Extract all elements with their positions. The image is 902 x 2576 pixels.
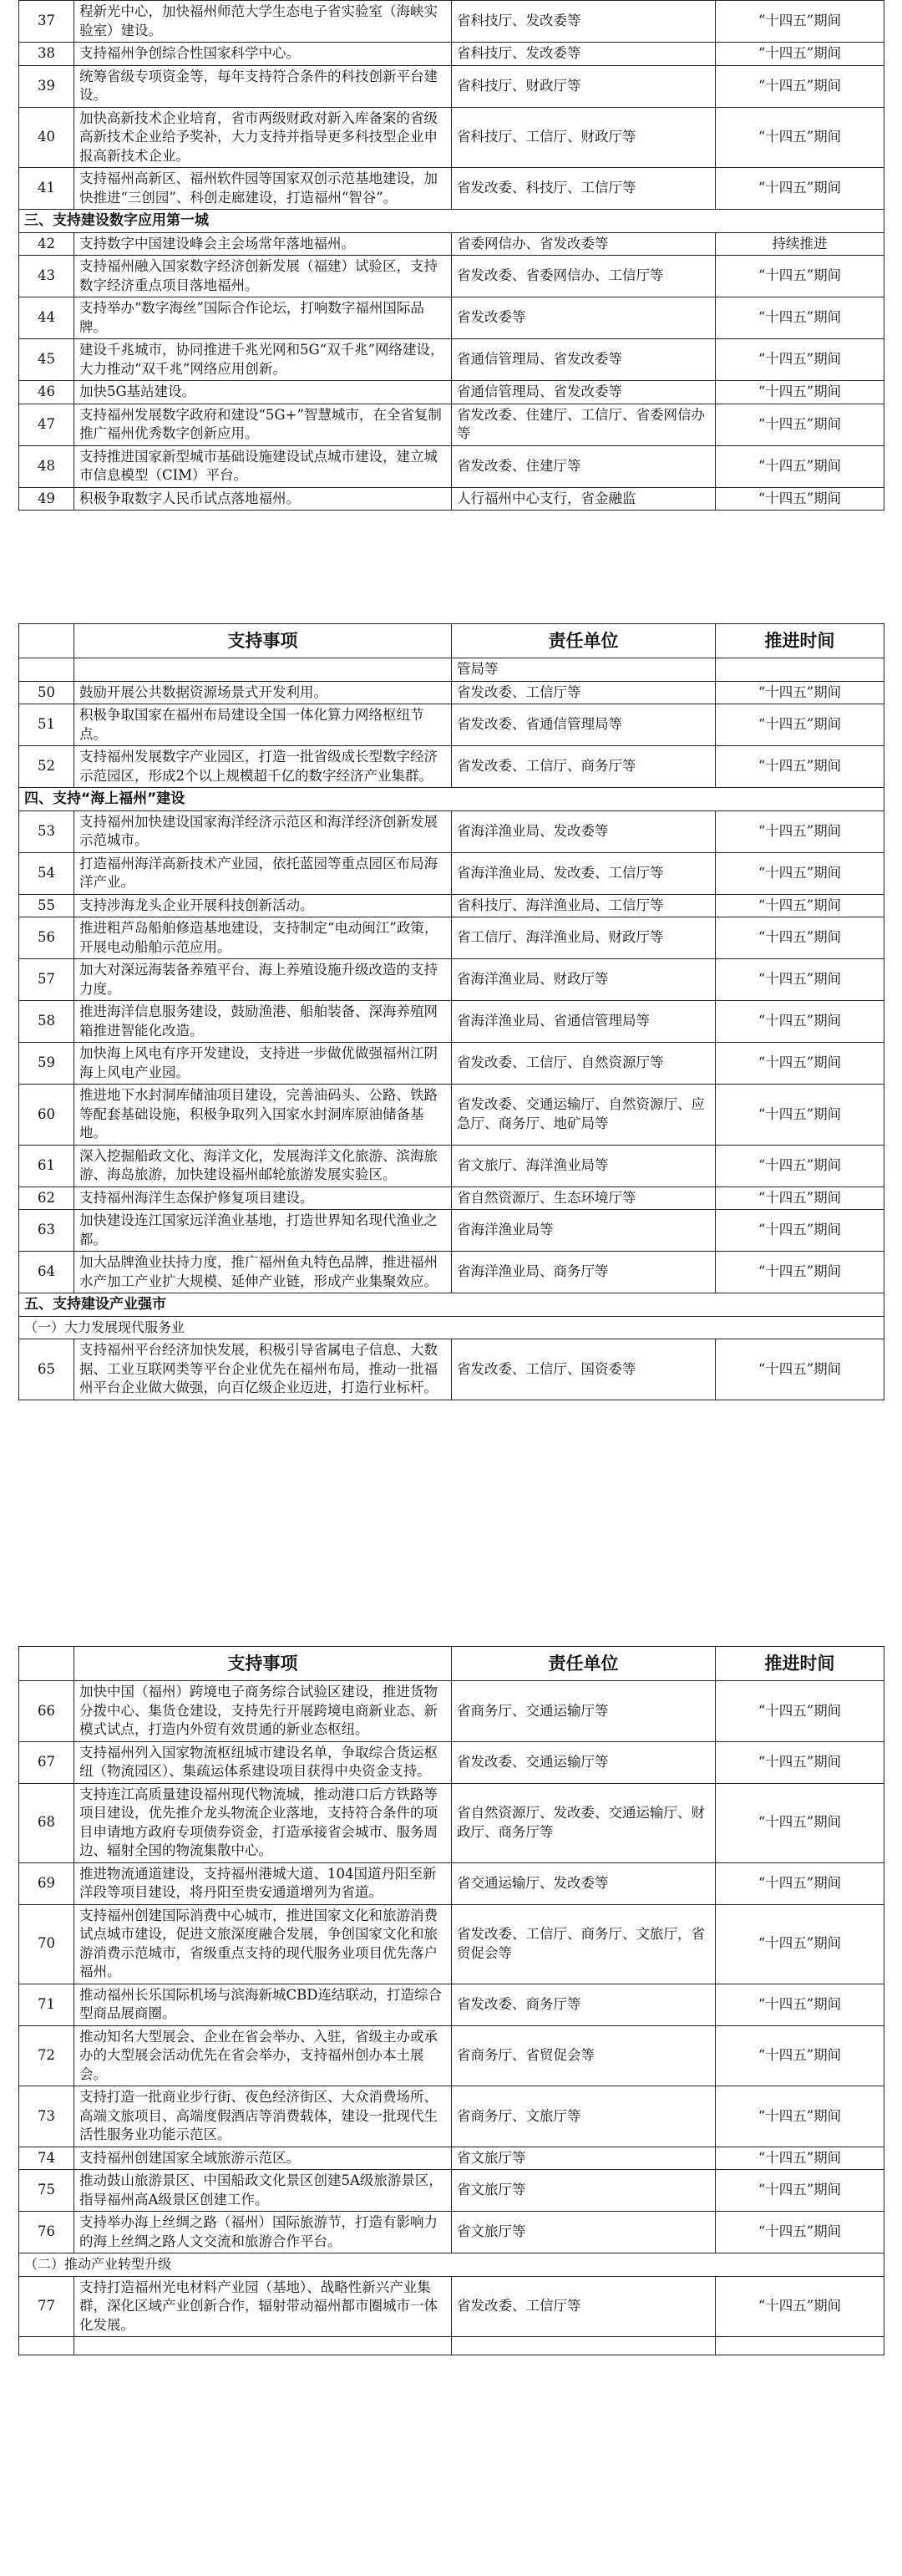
table-row: [19, 256, 884, 297]
table-row: [19, 2025, 884, 2086]
row-time: “十四五”期间: [716, 1, 884, 43]
table-row: [19, 1145, 884, 1186]
row-item: 支持福州高新区、福州软件园等国家双创示范基地建设，加快推进“三创园”、科创走廊建设，打造福州“智谷”。: [74, 168, 452, 210]
row-time: “十四五”期间: [716, 1001, 884, 1043]
row-item: 程新光中心，加快福州师范大学生态电子省实验室（海峡实验室）建设。: [74, 1, 452, 43]
table-row: [19, 704, 884, 746]
row-item: 推动福州长乐国际机场与滨海新城CBD连结联动，打造综合型商品展商圈。: [74, 1984, 452, 2025]
row-unit: 省科技厅、财政厅等: [452, 65, 716, 107]
row-time: “十四五”期间: [716, 2147, 884, 2170]
table-header-row: [19, 1647, 884, 1681]
table-row: [19, 810, 884, 852]
row-time: “十四五”期间: [716, 1904, 884, 1984]
row-unit: 省海洋渔业局、发改委、工信厅等: [452, 852, 716, 894]
row-item: 支持福州平台经济加快发展，积极引导省属电子信息、大数据、工业互联网类等平台企业优先在福州布局，推动一批福州平台企业做大做强，向百亿级企业迈进，打造行业标杆。: [74, 1339, 452, 1400]
support-table-3: [18, 1646, 884, 2355]
header-time: 推进时间: [716, 1647, 884, 1681]
table-row: [19, 65, 884, 107]
row-item: 支持打造福州光电材料产业园（基地）、战略性新兴产业集群，深化区域产业创新合作，辐射带动福州都市圈城市一体化发展。: [74, 2276, 452, 2337]
table-row: [19, 1984, 884, 2025]
row-time: “十四五”期间: [716, 256, 884, 297]
row-time: 持续推进: [716, 232, 884, 256]
row-time: “十四五”期间: [716, 1186, 884, 1210]
row-unit: 人行福州中心支行，省金融监: [452, 487, 716, 511]
row-time: “十四五”期间: [716, 894, 884, 917]
section-title: 四、支持“海上福州”建设: [19, 788, 884, 811]
row-time: “十四五”期间: [716, 297, 884, 339]
row-item: 推动鼓山旅游景区、中国船政文化景区创建5A级旅游景区，指导福州高A级景区创建工作。: [74, 2170, 452, 2212]
table-row: [19, 2086, 884, 2147]
row-time: “十四五”期间: [716, 1862, 884, 1904]
row-number: 68: [19, 1783, 74, 1862]
table-row: [19, 1, 884, 43]
row-number: [19, 658, 74, 682]
row-time: “十四五”期间: [716, 810, 884, 852]
table-row: [19, 107, 884, 168]
row-number: 48: [19, 445, 74, 487]
header-no: [19, 624, 74, 658]
row-unit: 省海洋渔业局、财政厅等: [452, 959, 716, 1001]
table-row: [19, 1339, 884, 1400]
row-unit: 省发改委、科技厅、工信厅等: [452, 168, 716, 210]
row-number: 75: [19, 2170, 74, 2212]
row-number: 38: [19, 43, 74, 66]
row-number: 70: [19, 1904, 74, 1984]
row-unit: 省海洋渔业局、省通信管理局等: [452, 1001, 716, 1043]
table-row: [19, 1681, 884, 1742]
row-time: “十四五”期间: [716, 959, 884, 1001]
row-unit: 管局等: [452, 658, 716, 682]
row-item: 支持福州创建国际消费中心城市，推进国家文化和旅游消费试点城市建设，促进文旅深度融合发展，争创国家文化和旅游消费示范城市，省级重点支持的现代服务业项目优先落户福州。: [74, 1904, 452, 1984]
row-number: 44: [19, 297, 74, 339]
table-row: [19, 894, 884, 917]
row-number: 72: [19, 2025, 74, 2086]
row-unit: 省工信厅、海洋渔业局、财政厅等: [452, 917, 716, 959]
row-number: 40: [19, 107, 74, 168]
row-number: 55: [19, 894, 74, 917]
section-row: [19, 788, 884, 811]
row-number: [19, 2337, 74, 2355]
section-title: 五、支持建设产业强市: [19, 1293, 884, 1317]
row-number: 66: [19, 1681, 74, 1742]
table-row: [19, 2212, 884, 2253]
row-time: “十四五”期间: [716, 404, 884, 445]
table-row: [19, 2276, 884, 2337]
table-header-row: [19, 624, 884, 658]
header-item: 支持事项: [74, 624, 452, 658]
row-item: 加快高新技术企业培育，省市两级财政对新入库备案的省级高新技术企业给予奖补，大力支持并指导更多科技型企业申报高新技术企业。: [74, 107, 452, 168]
row-item: 支持福州创建国家全域旅游示范区。: [74, 2147, 452, 2170]
row-unit: 省科技厅、工信厅、财政厅等: [452, 107, 716, 168]
row-unit: 省发改委、工信厅、商务厅、文旅厅，省贸促会等: [452, 1904, 716, 1984]
row-number: 56: [19, 917, 74, 959]
row-time: “十四五”期间: [716, 2212, 884, 2253]
row-number: 67: [19, 1741, 74, 1783]
row-item: 深入挖掘船政文化、海洋文化，发展海洋文化旅游、滨海旅游、海岛旅游，加快建设福州邮轮旅游发展实验区。: [74, 1145, 452, 1186]
row-unit: 省发改委、交通运输厅、自然资源厅、应急厅、商务厅、地矿局等: [452, 1085, 716, 1146]
row-item: 鼓励开展公共数据资源场景式开发利用。: [74, 681, 452, 704]
table-row: [19, 1252, 884, 1293]
row-unit: 省发改委、住建厅等: [452, 445, 716, 487]
row-item: 支持福州发展数字政府和建设“5G+”智慧城市，在全省复制推广福州优秀数字创新应用。: [74, 404, 452, 445]
row-number: 65: [19, 1339, 74, 1400]
row-unit: 省通信管理局、省发改委等: [452, 381, 716, 404]
row-number: 71: [19, 1984, 74, 2025]
section-row: [19, 1293, 884, 1317]
table-row: [19, 917, 884, 959]
row-number: 73: [19, 2086, 74, 2147]
row-number: 69: [19, 1862, 74, 1904]
row-unit: 省文旅厅等: [452, 2212, 716, 2253]
row-unit: 省文旅厅、海洋渔业局等: [452, 1145, 716, 1186]
row-item: 支持福州海洋生态保护修复项目建设。: [74, 1186, 452, 1210]
row-time: “十四五”期间: [716, 2170, 884, 2212]
row-unit: 省发改委、工信厅、国资委等: [452, 1339, 716, 1400]
row-time: “十四五”期间: [716, 1783, 884, 1862]
row-item: 建设千兆城市，协同推进千兆光网和5G“双千兆”网络建设，大力推动“双千兆”网络应用创新。: [74, 339, 452, 381]
table-row: [19, 1043, 884, 1085]
table-row: [19, 746, 884, 788]
row-time: “十四五”期间: [716, 1681, 884, 1742]
row-number: 52: [19, 746, 74, 788]
table-row: [19, 959, 884, 1001]
row-item: 加大品牌渔业扶持力度，推广福州鱼丸特色品牌，推进福州水产加工产业扩大规模、延伸产业链，形成产业集聚效应。: [74, 1252, 452, 1293]
row-time: “十四五”期间: [716, 1984, 884, 2025]
row-item: 推进海洋信息服务建设，鼓励渔港、船舶装备、深海养殖网箱推进智能化改造。: [74, 1001, 452, 1043]
table-row: [19, 381, 884, 404]
row-number: 43: [19, 256, 74, 297]
row-unit: 省通信管理局、省发改委等: [452, 339, 716, 381]
table-row: [19, 339, 884, 381]
row-number: 42: [19, 232, 74, 256]
row-number: 51: [19, 704, 74, 746]
row-time: [716, 2337, 884, 2355]
table-row: [19, 445, 884, 487]
table-row: [19, 1904, 884, 1984]
row-number: 57: [19, 959, 74, 1001]
row-item: 加快海上风电有序开发建设，支持进一步做优做强福州江阴海上风电产业园。: [74, 1043, 452, 1085]
row-item: 积极争取国家在福州布局建设全国一体化算力网络枢纽节点。: [74, 704, 452, 746]
continuation-row: [19, 658, 884, 682]
header-unit: 责任单位: [452, 624, 716, 658]
row-number: 60: [19, 1085, 74, 1146]
row-time: “十四五”期间: [716, 681, 884, 704]
row-number: 64: [19, 1252, 74, 1293]
row-time: “十四五”期间: [716, 445, 884, 487]
row-number: 47: [19, 404, 74, 445]
table-row: [19, 404, 884, 445]
table-block-1: [18, 0, 884, 511]
table-row: [19, 1741, 884, 1783]
row-item: 支持举办“数字海丝”国际合作论坛，打响数字福州国际品牌。: [74, 297, 452, 339]
table-row: [19, 487, 884, 511]
row-unit: 省交通运输厅、发改委等: [452, 1862, 716, 1904]
row-time: “十四五”期间: [716, 1252, 884, 1293]
row-item: 支持打造一批商业步行街、夜色经济街区、大众消费场所、高端文旅项目、高端度假酒店等消费载体，建设一批现代生活性服务业功能示范区。: [74, 2086, 452, 2147]
table-row: [19, 232, 884, 256]
row-number: 41: [19, 168, 74, 210]
table-row: [19, 2337, 884, 2355]
header-time: 推进时间: [716, 624, 884, 658]
table-block-3: [18, 1646, 884, 2355]
table-row: [19, 1186, 884, 1210]
subsection-title: （二）推动产业转型升级: [19, 2253, 884, 2277]
row-number: 77: [19, 2276, 74, 2337]
row-item: 支持福州融入国家数字经济创新发展（福建）试验区，支持数字经济重点项目落地福州。: [74, 256, 452, 297]
row-unit: 省文旅厅等: [452, 2147, 716, 2170]
row-unit: [452, 2337, 716, 2355]
row-unit: 省海洋渔业局、商务厅等: [452, 1252, 716, 1293]
row-item: 推进粗芦岛船舶修造基地建设，支持制定“电动闽江”政策，开展电动船舶示范应用。: [74, 917, 452, 959]
row-item: 支持涉海龙头企业开展科技创新活动。: [74, 894, 452, 917]
row-number: 58: [19, 1001, 74, 1043]
row-time: “十四五”期间: [716, 2086, 884, 2147]
row-number: 59: [19, 1043, 74, 1085]
table-row: [19, 681, 884, 704]
row-unit: 省自然资源厅、发改委、交通运输厅、财政厅、商务厅等: [452, 1783, 716, 1862]
row-unit: 省发改委、工信厅、自然资源厅等: [452, 1043, 716, 1085]
row-item: 支持福州列入国家物流枢纽城市建设名单，争取综合货运枢纽（物流园区）、集疏运体系建设项目获得中央资金支持。: [74, 1741, 452, 1783]
subsection-row: [19, 2253, 884, 2277]
support-table-2: [18, 623, 884, 1400]
row-time: “十四五”期间: [716, 1085, 884, 1146]
row-number: 46: [19, 381, 74, 404]
section-title: 三、支持建设数字应用第一城: [19, 210, 884, 233]
table-body-3: [19, 1681, 884, 2355]
row-item: [74, 2337, 452, 2355]
row-unit: 省发改委、省委网信办、工信厅等: [452, 256, 716, 297]
table-body-1: [19, 1, 884, 511]
row-time: “十四五”期间: [716, 168, 884, 210]
row-number: 62: [19, 1186, 74, 1210]
row-item: 推动知名大型展会、企业在省会举办、入驻，省级主办或承办的大型展会活动优先在省会举办，支持福州创办本土展会。: [74, 2025, 452, 2086]
section-row: [19, 210, 884, 233]
header-item: 支持事项: [74, 1647, 452, 1681]
row-item: 支持推进国家新型城市基础设施建设试点城市建设，建立城市信息模型（CIM）平台。: [74, 445, 452, 487]
row-unit: 省文旅厅等: [452, 2170, 716, 2212]
table-row: [19, 1862, 884, 1904]
table-row: [19, 1210, 884, 1252]
row-time: “十四五”期间: [716, 43, 884, 66]
row-time: “十四五”期间: [716, 2025, 884, 2086]
row-item: 加大对深远海装备养殖平台、海上养殖设施升级改造的支持力度。: [74, 959, 452, 1001]
row-time: “十四五”期间: [716, 2276, 884, 2337]
row-number: 74: [19, 2147, 74, 2170]
row-time: “十四五”期间: [716, 1145, 884, 1186]
row-item: 支持福州加快建设国家海洋经济示范区和海洋经济创新发展示范城市。: [74, 810, 452, 852]
row-unit: 省发改委、省通信管理局等: [452, 704, 716, 746]
row-unit: 省发改委、工信厅等: [452, 2276, 716, 2337]
header-unit: 责任单位: [452, 1647, 716, 1681]
row-unit: 省商务厅、文旅厅等: [452, 2086, 716, 2147]
support-table-1: [18, 0, 884, 511]
row-item: 积极争取数字人民币试点落地福州。: [74, 487, 452, 511]
row-unit: 省发改委等: [452, 297, 716, 339]
row-time: “十四五”期间: [716, 65, 884, 107]
row-number: 37: [19, 1, 74, 43]
row-item: 支持福州争创综合性国家科学中心。: [74, 43, 452, 66]
row-unit: 省发改委、工信厅、商务厅等: [452, 746, 716, 788]
row-item: 加快5G基站建设。: [74, 381, 452, 404]
table-row: [19, 1001, 884, 1043]
row-unit: 省商务厅、交通运输厅等: [452, 1681, 716, 1742]
row-number: 50: [19, 681, 74, 704]
row-unit: 省发改委、商务厅等: [452, 1984, 716, 2025]
row-time: “十四五”期间: [716, 381, 884, 404]
row-time: “十四五”期间: [716, 704, 884, 746]
table-body-2: [19, 658, 884, 1400]
row-number: 49: [19, 487, 74, 511]
row-time: “十四五”期间: [716, 339, 884, 381]
row-number: 39: [19, 65, 74, 107]
row-unit: 省发改委、交通运输厅等: [452, 1741, 716, 1783]
row-time: [716, 658, 884, 682]
subsection-row: [19, 1316, 884, 1339]
row-number: 63: [19, 1210, 74, 1252]
table-row: [19, 43, 884, 66]
row-item: 加快中国（福州）跨境电子商务综合试验区建设，推进货物分拨中心、集货仓建设，支持先行开展跨境电商新业态、新模式试点，打造内外贸有效贯通的新业态枢纽。: [74, 1681, 452, 1742]
table-row: [19, 297, 884, 339]
row-number: 54: [19, 852, 74, 894]
row-unit: 省海洋渔业局等: [452, 1210, 716, 1252]
row-unit: 省科技厅、发改委等: [452, 43, 716, 66]
row-item: 推进物流通道建设，支持福州港城大道、104国道丹阳至新洋段等项目建设，将丹阳至贵安通道增列为省道。: [74, 1862, 452, 1904]
row-unit: 省发改委、工信厅等: [452, 681, 716, 704]
row-unit: 省发改委、住建厅、工信厅、省委网信办等: [452, 404, 716, 445]
row-item: 打造福州海洋高新技术产业园，依托蓝园等重点园区布局海洋产业。: [74, 852, 452, 894]
row-unit: 省商务厅、省贸促会等: [452, 2025, 716, 2086]
row-time: “十四五”期间: [716, 107, 884, 168]
row-unit: 省自然资源厅、生态环境厅等: [452, 1186, 716, 1210]
row-number: 45: [19, 339, 74, 381]
header-no: [19, 1647, 74, 1681]
row-item: 统筹省级专项资金等，每年支持符合条件的科技创新平台建设。: [74, 65, 452, 107]
row-time: “十四五”期间: [716, 1741, 884, 1783]
row-unit: 省海洋渔业局、发改委等: [452, 810, 716, 852]
row-time: “十四五”期间: [716, 1339, 884, 1400]
row-item: 支持福州发展数字产业园区，打造一批省级成长型数字经济示范园区，形成2个以上规模超千亿的数字经济产业集群。: [74, 746, 452, 788]
row-item: 支持数字中国建设峰会主会场常年落地福州。: [74, 232, 452, 256]
row-item: 支持举办海上丝绸之路（福州）国际旅游节，打造有影响力的海上丝绸之路人文交流和旅游合作平台。: [74, 2212, 452, 2253]
table-row: [19, 168, 884, 210]
row-unit: 省科技厅、海洋渔业局、工信厅等: [452, 894, 716, 917]
table-block-2: [18, 623, 884, 1400]
row-time: “十四五”期间: [716, 487, 884, 511]
subsection-title: （一）大力发展现代服务业: [19, 1316, 884, 1339]
row-unit: 省委网信办、省发改委等: [452, 232, 716, 256]
row-item: 加快建设连江国家远洋渔业基地，打造世界知名现代渔业之都。: [74, 1210, 452, 1252]
row-time: “十四五”期间: [716, 1043, 884, 1085]
row-item: 推进地下水封洞库储油项目建设，完善油码头、公路、铁路等配套基础设施，积极争取列入国家水封洞库原油储备基地。: [74, 1085, 452, 1146]
row-item: 支持连江高质量建设福州现代物流城，推动港口后方铁路等项目建设，优先推介龙头物流企业落地，支持符合条件的项目申请地方政府专项债券资金，打造承接省会城市、服务周边、辐射全国的物流集散中心。: [74, 1783, 452, 1862]
row-unit: 省科技厅、发改委等: [452, 1, 716, 43]
row-number: 53: [19, 810, 74, 852]
table-row: [19, 1085, 884, 1146]
row-number: 76: [19, 2212, 74, 2253]
table-row: [19, 1783, 884, 1862]
row-time: “十四五”期间: [716, 852, 884, 894]
row-item: [74, 658, 452, 682]
table-row: [19, 2147, 884, 2170]
row-time: “十四五”期间: [716, 746, 884, 788]
row-time: “十四五”期间: [716, 917, 884, 959]
table-row: [19, 2170, 884, 2212]
row-number: 61: [19, 1145, 74, 1186]
row-time: “十四五”期间: [716, 1210, 884, 1252]
table-row: [19, 852, 884, 894]
